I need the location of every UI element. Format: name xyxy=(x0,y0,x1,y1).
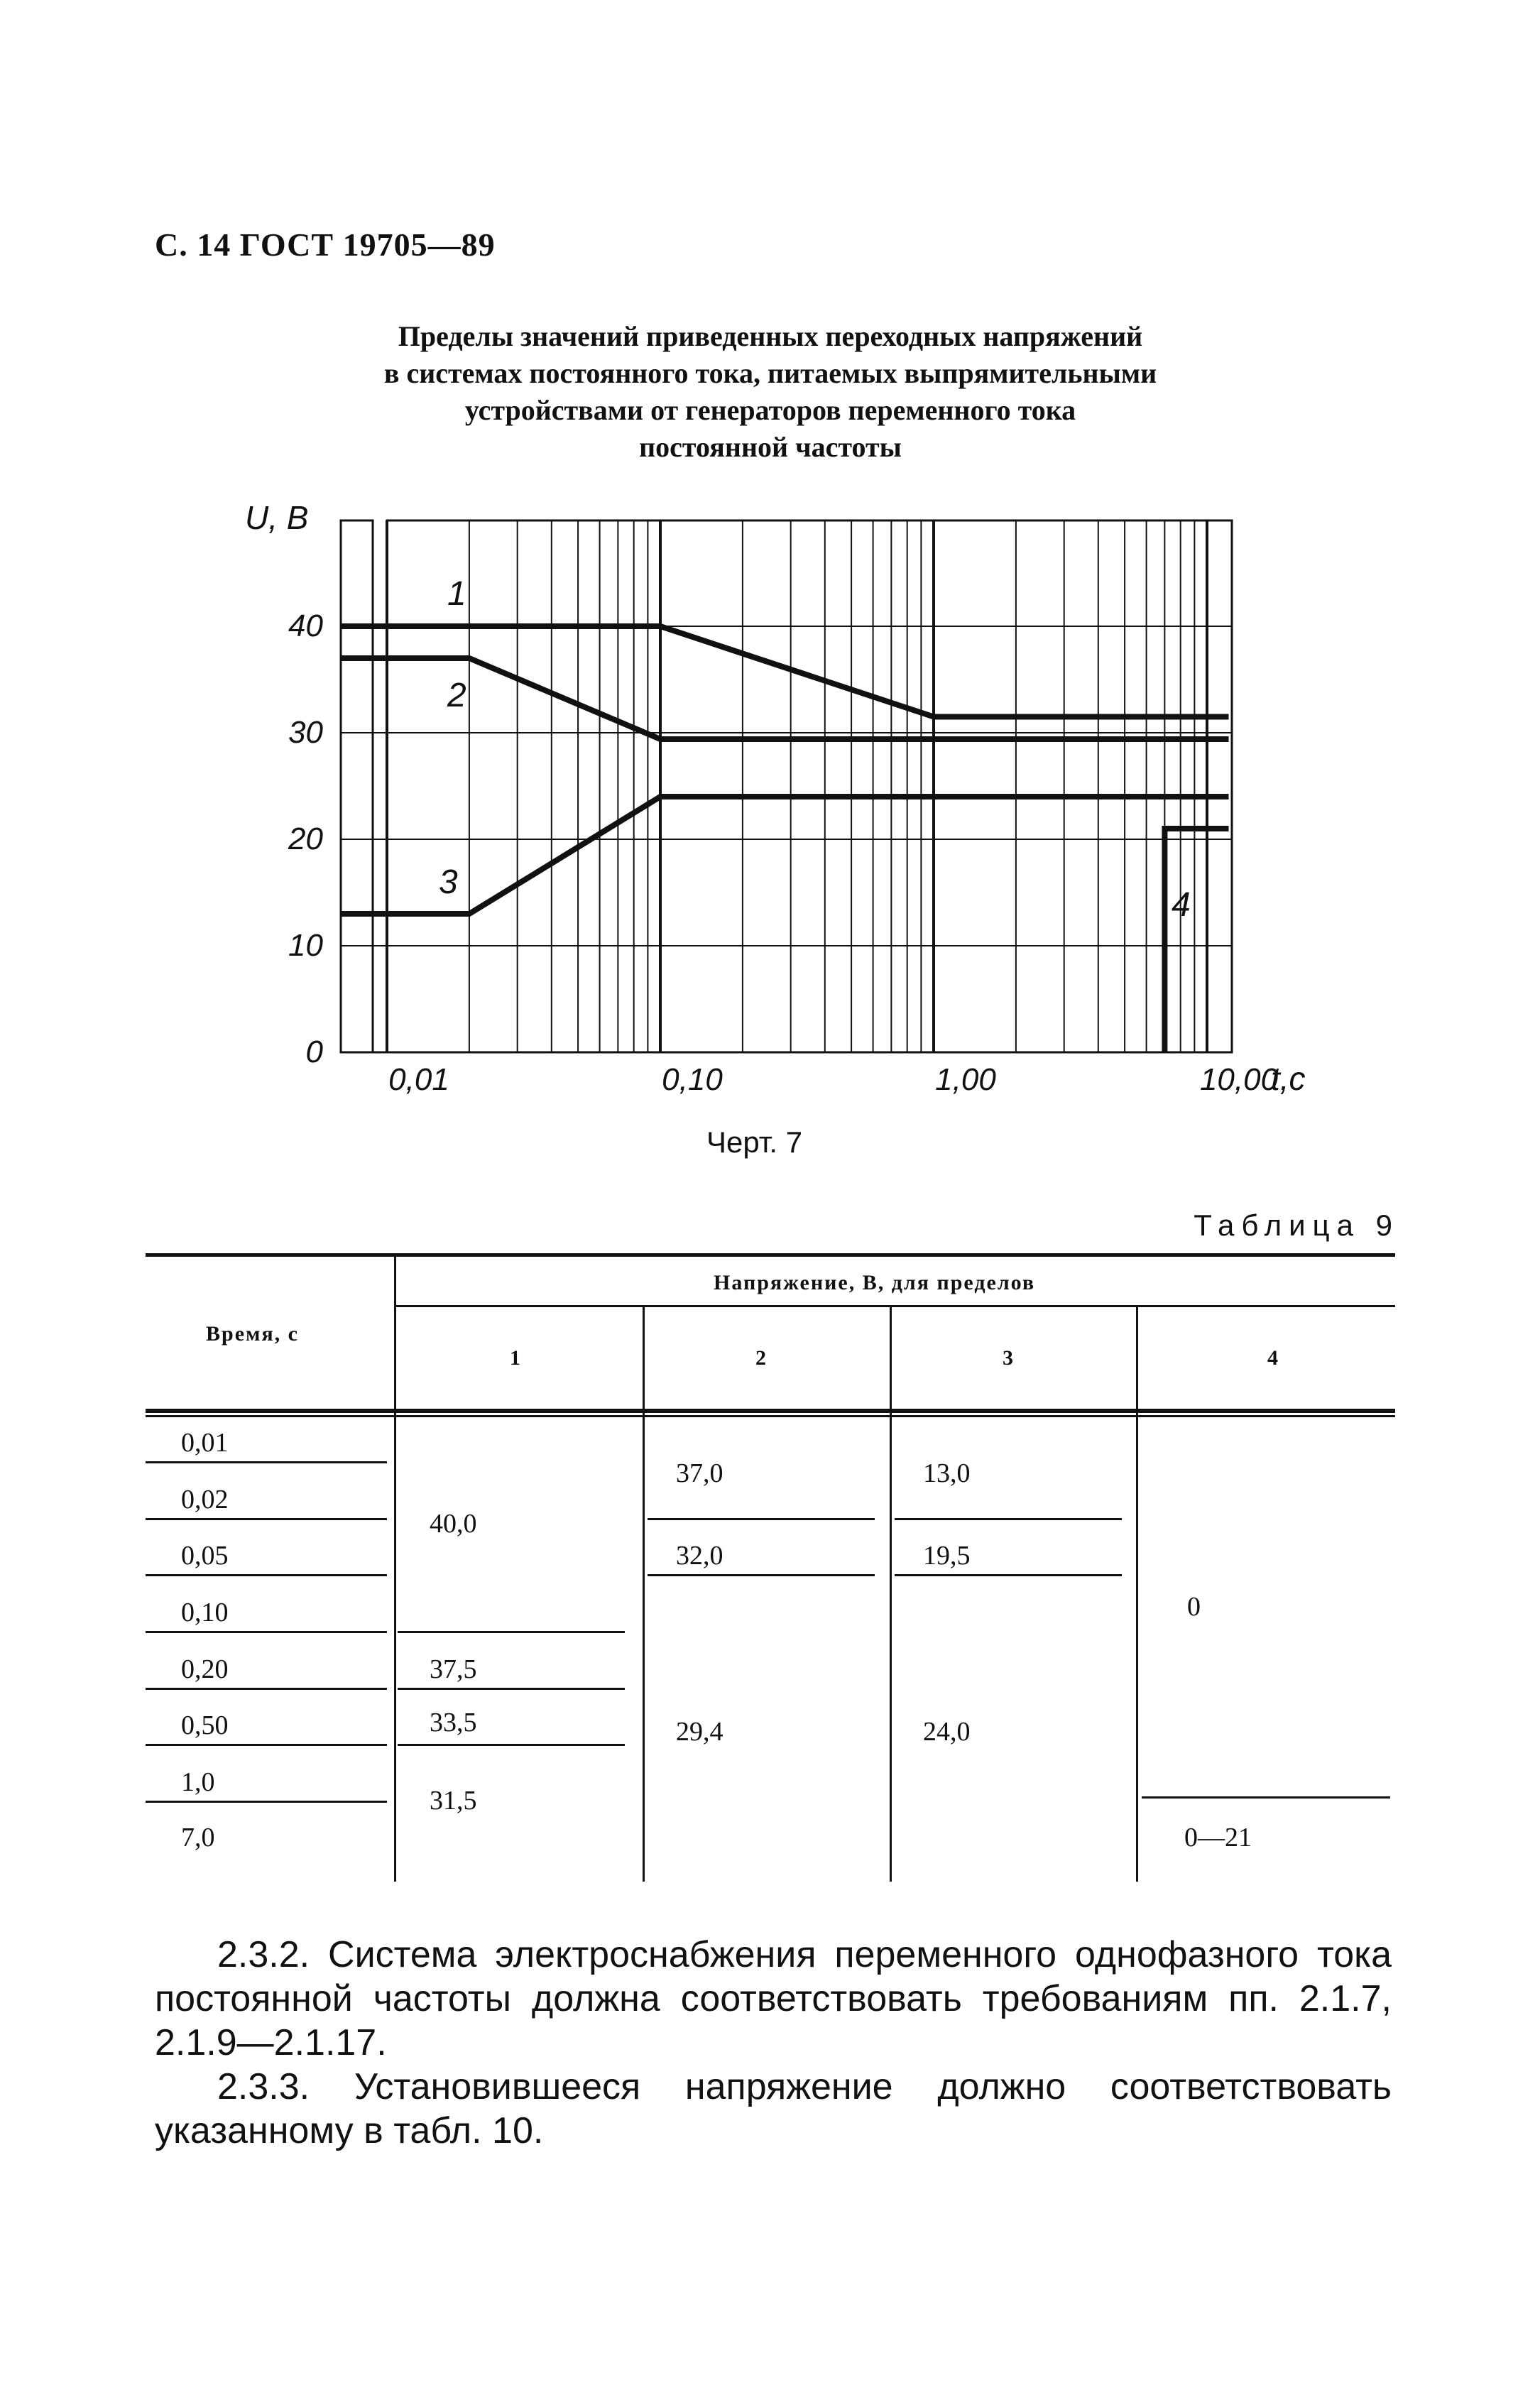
table-vline xyxy=(394,1257,396,1882)
x-axis-label: t,c xyxy=(1271,1060,1306,1097)
limit3-rule xyxy=(895,1574,1122,1576)
limit1-cell: 37,5 xyxy=(430,1654,477,1684)
limit1-cell: 40,0 xyxy=(430,1509,477,1539)
time-cell: 0,02 xyxy=(181,1485,229,1514)
table-header-rule-2 xyxy=(146,1415,1395,1417)
time-cell: 0,20 xyxy=(181,1654,229,1684)
limit2-rule xyxy=(648,1518,875,1520)
limit4-cell: 0—21 xyxy=(1184,1823,1252,1852)
limit1-cell: 33,5 xyxy=(430,1708,477,1737)
time-rule xyxy=(146,1744,387,1746)
page-header: С. 14 ГОСТ 19705—89 xyxy=(155,227,496,263)
plot-frame xyxy=(387,520,1232,1052)
series-label-4: 4 xyxy=(1172,886,1191,924)
chart-title-line: постоянной частоты xyxy=(639,431,902,463)
x-tick-label: 0,01 xyxy=(388,1062,449,1097)
y-tick-label: 30 xyxy=(288,715,323,750)
sub-col-4: 4 xyxy=(1267,1346,1279,1370)
series-label-2: 2 xyxy=(447,677,466,714)
limit2-rule xyxy=(648,1574,875,1576)
limit4-rule xyxy=(1142,1796,1390,1799)
time-rule xyxy=(146,1574,387,1576)
time-cell: 0,01 xyxy=(181,1428,229,1458)
limit1-rule xyxy=(398,1744,625,1746)
series-line-1 xyxy=(341,626,1229,717)
col-group-header: Напряжение, В, для пределов xyxy=(714,1271,1036,1294)
x-tick-label: 1,00 xyxy=(935,1062,996,1097)
table-top-rule xyxy=(146,1253,1395,1257)
y-tick-label: 10 xyxy=(288,928,323,963)
limit1-rule xyxy=(398,1631,625,1633)
body-text xyxy=(155,1933,1392,2153)
series-line-3 xyxy=(341,797,1229,914)
time-rule xyxy=(146,1688,387,1690)
limit2-cell: 32,0 xyxy=(676,1541,723,1571)
x-tick-label: 0,10 xyxy=(662,1062,723,1097)
y-tick-label: 40 xyxy=(288,608,323,643)
chart-title-line: устройствами от генераторов переменного тока xyxy=(464,394,1076,426)
table-vline xyxy=(1136,1306,1138,1882)
paragraph-2-3-3: 2.3.3. Установившееся напряжение должно соответствовать указанному в табл. 10. xyxy=(155,2066,1392,2151)
limit2-cell: 37,0 xyxy=(676,1458,723,1488)
time-cell: 0,05 xyxy=(181,1541,229,1571)
time-rule xyxy=(146,1801,387,1803)
sub-col-1: 1 xyxy=(510,1346,522,1370)
time-cell: 0,10 xyxy=(181,1598,229,1627)
limit3-rule xyxy=(895,1518,1122,1520)
table-vline xyxy=(890,1306,892,1882)
limit1-cell: 31,5 xyxy=(430,1786,477,1816)
time-rule xyxy=(146,1631,387,1633)
series-line-4 xyxy=(1164,829,1228,1052)
limit1-rule xyxy=(398,1688,625,1690)
time-cell: 7,0 xyxy=(181,1823,215,1852)
table-header-rule xyxy=(146,1409,1395,1413)
sub-col-2: 2 xyxy=(755,1346,768,1370)
sub-col-3: 3 xyxy=(1003,1346,1015,1370)
y-tick-label: 20 xyxy=(288,822,323,856)
chart-title-line: в системах постоянного тока, питаемых выпрямительными xyxy=(383,357,1157,389)
time-rule xyxy=(146,1461,387,1463)
limit4-cell: 0 xyxy=(1187,1592,1201,1622)
x-tick-label: 10,00 xyxy=(1199,1062,1279,1097)
table-vline xyxy=(643,1306,645,1882)
paragraph-2-3-2: 2.3.2. Система электроснабжения переменного однофазного тока постоянной частоты должна соответствовать требованиям пп. 2.1.7, 2.1.9—2.1.17. xyxy=(155,1934,1392,2063)
col-time-header: Время, с xyxy=(206,1322,299,1346)
limit3-cell: 24,0 xyxy=(923,1717,971,1747)
time-cell: 1,0 xyxy=(181,1767,215,1797)
chart-title-line: Пределы значений приведенных переходных напряжений xyxy=(398,320,1143,352)
limit3-cell: 13,0 xyxy=(923,1458,971,1488)
series-label-1: 1 xyxy=(447,575,466,613)
y-axis-label: U, В xyxy=(245,499,309,536)
limit3-cell: 19,5 xyxy=(923,1541,971,1571)
y-tick-label: 0 xyxy=(305,1035,323,1069)
table-title: Таблица 9 xyxy=(1194,1208,1399,1242)
table-group-rule xyxy=(394,1305,1395,1307)
series-label-3: 3 xyxy=(439,863,458,901)
limit2-cell: 29,4 xyxy=(676,1717,723,1747)
time-cell: 0,50 xyxy=(181,1710,229,1740)
chart-caption: Черт. 7 xyxy=(706,1125,803,1159)
axis-strip xyxy=(341,520,373,1052)
time-rule xyxy=(146,1518,387,1520)
